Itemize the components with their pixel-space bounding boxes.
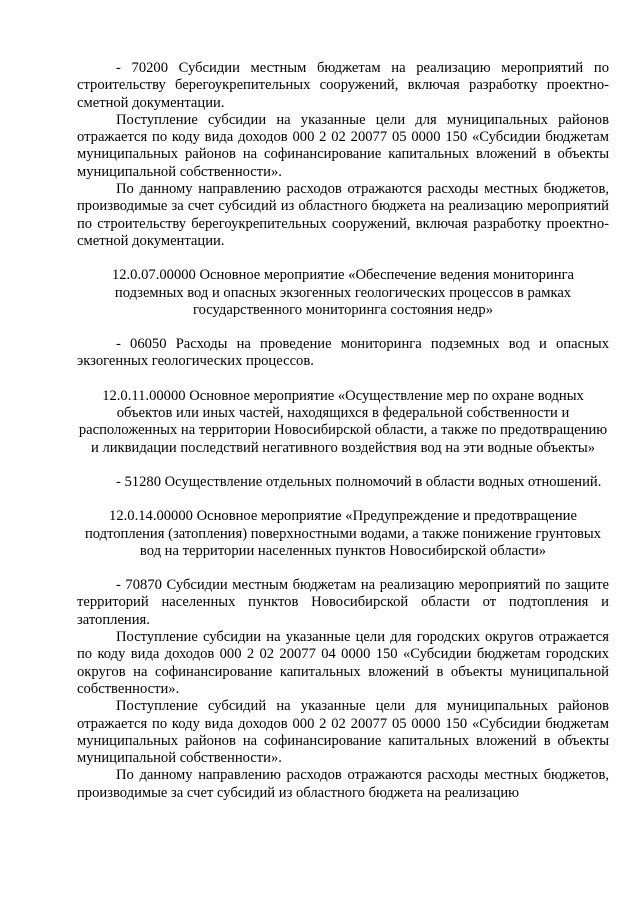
heading-12-0-14: 12.0.14.00000 Основное мероприятие «Предупреждение и предотвращение подтопления (затопления) поверхностными водами, а также понижение грунтовых вод на территории населенных пунктов Новосибирской области» bbox=[84, 508, 602, 559]
document-page bbox=[77, 60, 609, 802]
spacer bbox=[77, 491, 609, 508]
paragraph-expenses-flood-protection: По данному направлению расходов отражаются расходы местных бюджетов, производимые за счет субсидий из областного бюджета на реализацию bbox=[77, 767, 609, 801]
paragraph-municipal-districts-income-2: Поступление субсидий на указанные цели для муниципальных районов отражается по коду вида доходов 000 2 02 20077 05 0000 150 «Субсидии бюджетам муниципальных районов на софинансирование капитальных вложений в объекты муниципальной собственности». bbox=[77, 698, 609, 767]
spacer bbox=[77, 457, 609, 474]
paragraph-municipal-districts-income: Поступление субсидии на указанные цели для муниципальных районов отражается по коду вида доходов 000 2 02 20077 05 0000 150 «Субсидии бюджетам муниципальных районов на софинансирование капитальных вложений в объекты муниципальной собственности». bbox=[77, 111, 609, 180]
spacer bbox=[77, 319, 609, 336]
spacer bbox=[77, 560, 609, 577]
heading-12-0-07: 12.0.07.00000 Основное мероприятие «Обеспечение ведения мониторинга подземных вод и опасных экзогенных геологических процессов в рамках государственного мониторинга состояния недр» bbox=[111, 267, 575, 318]
paragraph-70870: - 70870 Субсидии местным бюджетам на реализацию мероприятий по защите территорий населенных пунктов Новосибирской области от подтопления и затопления. bbox=[77, 577, 609, 628]
paragraph-51280: - 51280 Осуществление отдельных полномочий в области водных отношений. bbox=[116, 473, 602, 490]
paragraph-expenses-shore-protection: По данному направлению расходов отражаются расходы местных бюджетов, производимые за счет субсидий из областного бюджета на реализацию мероприятий по строительству берегоукрепительных сооружений, включая разработку проектно-сметной документации. bbox=[77, 181, 609, 249]
heading-12-0-11: 12.0.11.00000 Основное мероприятие «Осуществление мер по охране водных объектов или иных частей, находящихся в федеральной собственности и расположенных на территории Новосибирской области, а также по предотвращению и ликвидации последствий негативного воздействия вод на эти водные объекты» bbox=[78, 387, 608, 456]
spacer bbox=[77, 371, 609, 388]
spacer bbox=[77, 250, 609, 267]
paragraph-city-districts-income: Поступление субсидии на указанные цели для городских округов отражается по коду вида доходов 000 2 02 20077 04 0000 150 «Субсидии бюджетам городских округов на софинансирование капитальных вложений в объекты муниципальной собственности». bbox=[77, 629, 609, 697]
paragraph-70200: - 70200 Субсидии местным бюджетам на реализацию мероприятий по строительству берегоукрепительных сооружений, включая разработку проектно-сметной документации. bbox=[77, 60, 609, 111]
paragraph-06050: - 06050 Расходы на проведение мониторинга подземных вод и опасных экзогенных геологических процессов. bbox=[77, 336, 609, 370]
